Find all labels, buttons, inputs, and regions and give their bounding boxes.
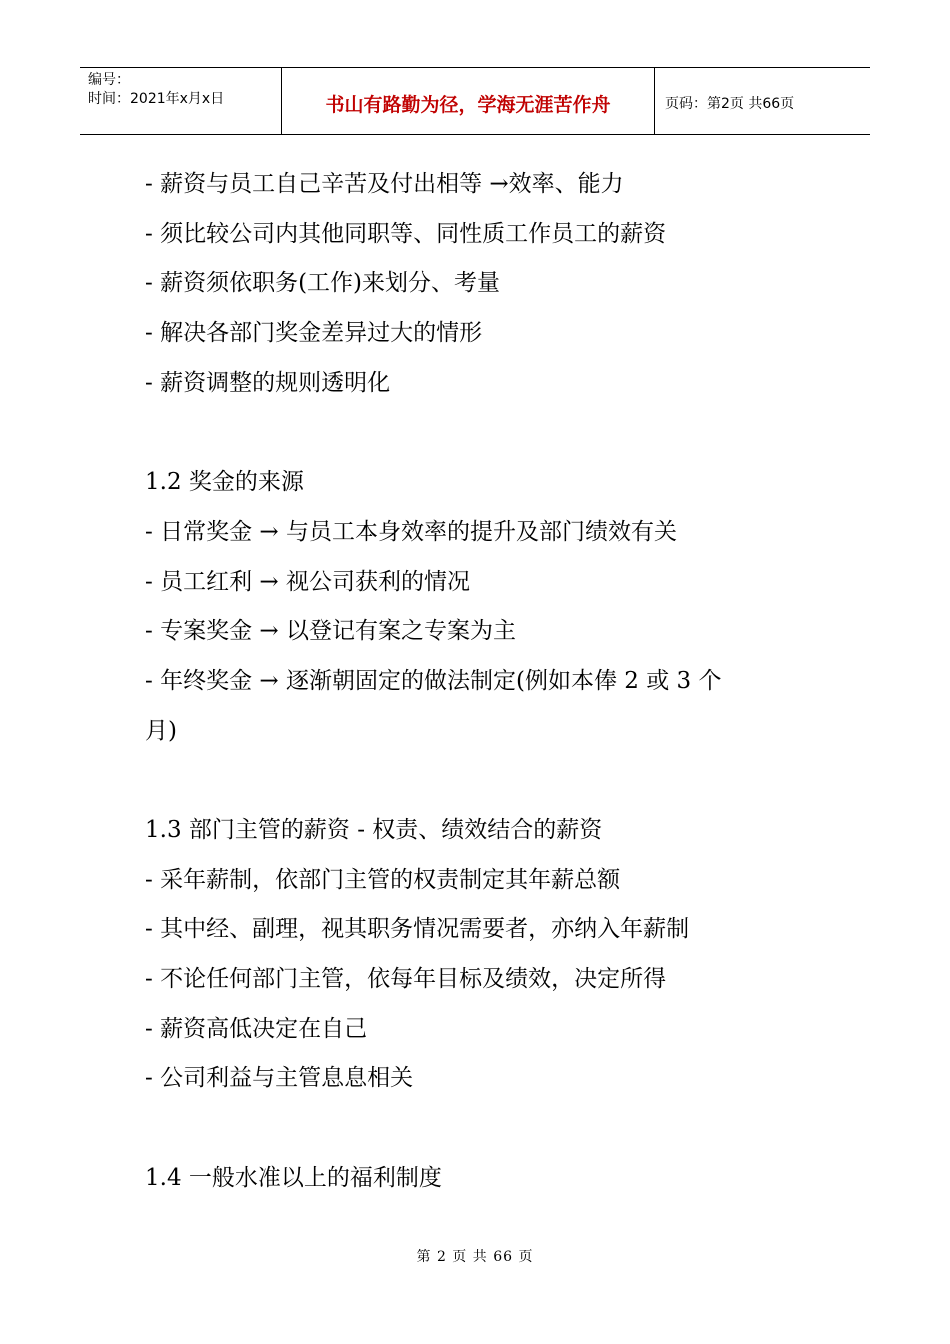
blank-line — [145, 408, 795, 458]
blank-line — [145, 756, 795, 806]
body-line: - 薪资高低决定在自己 — [145, 1015, 368, 1042]
body-line: - 采年薪制，依部门主管的权责制定其年薪总额 — [145, 866, 621, 893]
document-number-label: 编号： — [88, 72, 130, 88]
body-line: - 薪资与员工自己辛苦及付出相等 →效率、能力 — [145, 171, 624, 197]
body-line: - 日常奖金 → 与员工本身效率的提升及部门绩效有关 — [145, 518, 677, 545]
body-line: - 其中经、副理，视其职务情况需要者，亦纳入年薪制 — [145, 916, 690, 943]
page-footer: 第 2 页 共 66 页 — [416, 1249, 534, 1265]
body-line: - 解决各部门奖金差异过大的情形 — [145, 320, 483, 347]
section-heading: 1.2 奖金的来源 — [145, 469, 304, 496]
body-line: 月) — [145, 717, 177, 744]
page-header — [80, 67, 870, 135]
section-heading: 1.3 部门主管的薪资 - 权责、绩效结合的薪资 — [145, 816, 603, 843]
body-line: - 员工红利 → 视公司获利的情况 — [145, 568, 470, 595]
body-line: - 年终奖金 → 逐渐朝固定的做法制定(例如本俸 2 或 3 个 — [145, 667, 722, 694]
body-line: - 不论任何部门主管，依每年目标及绩效，决定所得 — [145, 966, 667, 992]
body-line: - 专案奖金 → 以登记有案之专案为主 — [145, 618, 516, 645]
body-line: - 薪资须依职务(工作)来划分、考量 — [145, 270, 501, 297]
document-date: 时间：2021年x月x日 — [88, 91, 225, 107]
body-line: - 薪资调整的规则透明化 — [145, 369, 391, 396]
body-line: - 公司利益与主管息息相关 — [145, 1065, 414, 1092]
header-meta — [80, 68, 282, 134]
header-motto: 书山有路勤为径，学海无涯苦作舟 — [282, 68, 655, 134]
document-body — [145, 160, 795, 1203]
body-line: - 须比较公司内其他同职等、同性质工作员工的薪资 — [145, 220, 667, 247]
blank-line — [145, 1104, 795, 1154]
header-page-info: 页码：第2页 共66页 — [665, 96, 795, 112]
section-heading: 1.4 一般水准以上的福利制度 — [145, 1164, 442, 1191]
